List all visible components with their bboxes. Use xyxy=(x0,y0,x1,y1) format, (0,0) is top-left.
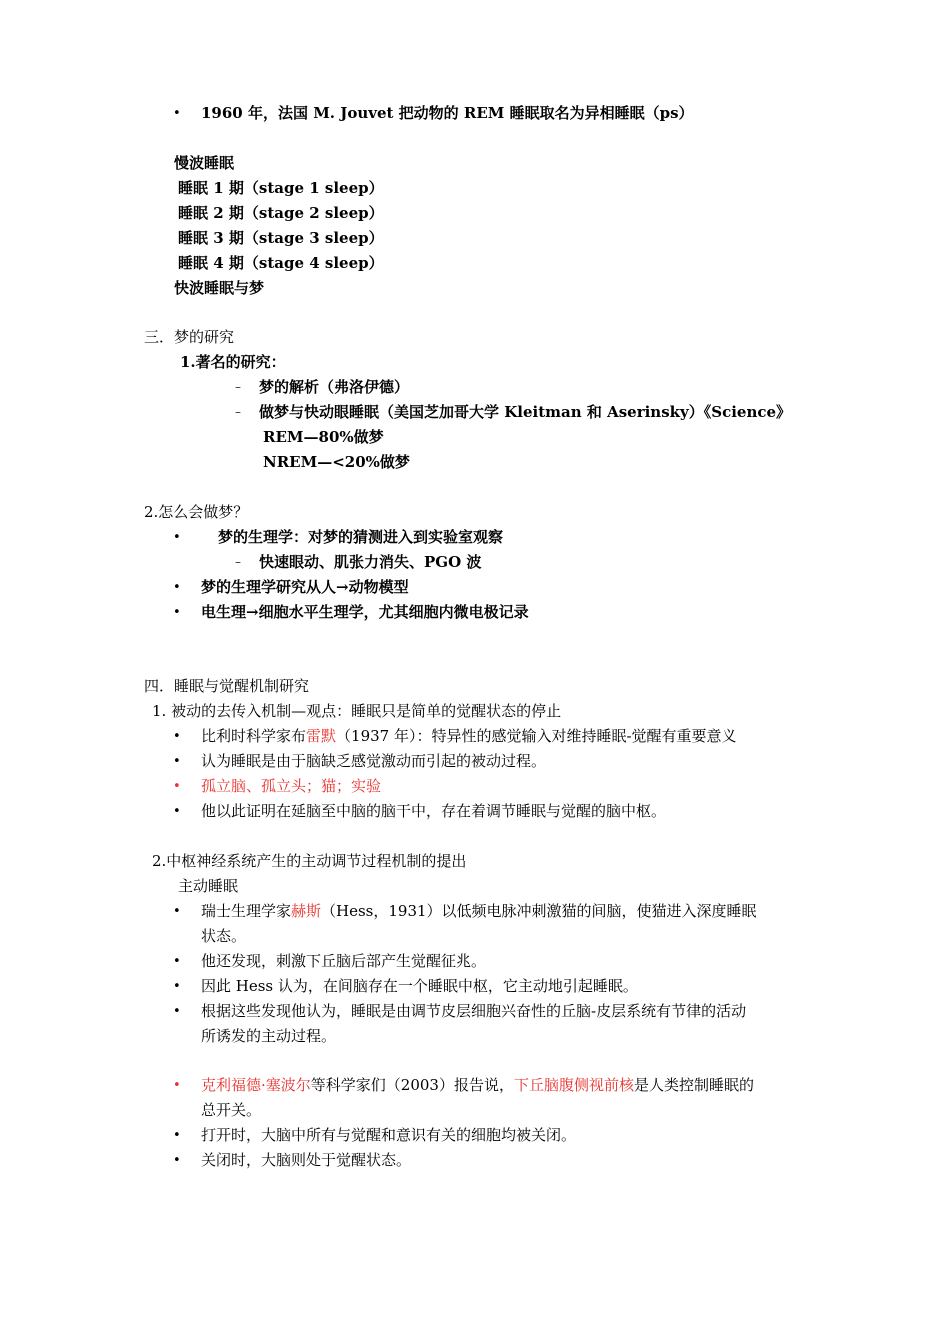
bullet-icon: • xyxy=(173,979,181,994)
rem-research-item: 做梦与快动眼睡眠（美国芝加哥大学 Kleitman 和 Aserinsky）《Science》 xyxy=(259,403,792,421)
saper-bullet xyxy=(201,1073,754,1098)
dream-physiology-bullet: 梦的生理学：对梦的猜测进入到实验室观察 xyxy=(218,528,504,546)
hess-bullet xyxy=(201,899,757,924)
bremer-bullet xyxy=(201,724,737,749)
rem-percentage: REM—80%做梦 xyxy=(263,428,384,446)
bullet-icon: • xyxy=(173,754,181,769)
hess-bullet-continued: 状态。 xyxy=(201,927,247,945)
bullet-icon: • xyxy=(173,954,181,969)
saper-text-post: 是人类控制睡眠的 xyxy=(633,1076,754,1094)
bullet-icon: • xyxy=(173,904,181,919)
bullet-icon: • xyxy=(173,1128,181,1143)
section-3-heading: 三．梦的研究 xyxy=(144,328,235,346)
fast-wave-heading: 快波睡眠与梦 xyxy=(174,279,265,297)
bullet-icon: • xyxy=(173,1004,181,1019)
brainstem-center-bullet: 他以此证明在延脑至中脑的脑干中，存在着调节睡眠与觉醒的脑中枢。 xyxy=(201,802,667,820)
hess-text-post: （Hess，1931）以低频电脉冲刺激猫的间脑，使猫进入深度睡眠 xyxy=(321,902,757,920)
thalamocortical-bullet-continued: 所诱发的主动过程。 xyxy=(201,1027,337,1045)
bullet-icon: • xyxy=(173,1078,181,1093)
active-sleep-label: 主动睡眠 xyxy=(178,877,239,895)
slow-wave-heading: 慢波睡眠 xyxy=(174,154,235,172)
electrophysiology-bullet: 电生理→细胞水平生理学，尤其细胞内微电极记录 xyxy=(201,603,529,621)
passive-mechanism-heading: 1. 被动的去传入机制—观点：睡眠只是简单的觉醒状态的停止 xyxy=(152,702,562,720)
bremer-text-post: （1937 年）：特异性的感觉输入对维持睡眠-觉醒有重要意义 xyxy=(336,727,737,745)
thalamocortical-bullet: 根据这些发现他认为，睡眠是由调节皮层细胞兴奋性的丘脑-皮层系统有节律的活动 xyxy=(201,1002,747,1020)
active-mechanism-heading: 2.中枢神经系统产生的主动调节过程机制的提出 xyxy=(152,852,467,870)
bullet-icon: • xyxy=(173,530,181,545)
bullet-icon: • xyxy=(173,580,181,595)
rem-features-item: 快速眼动、肌张力消失、PGO 波 xyxy=(259,553,482,571)
dream-interpretation-item: 梦的解析（弗洛伊德） xyxy=(259,378,410,396)
jouvet-line: 1960 年，法国 M. Jouvet 把动物的 REM 睡眠取名为异相睡眠（ps） xyxy=(201,104,694,122)
stage-3-item: 睡眠 3 期（stage 3 sleep） xyxy=(178,229,384,247)
dash-icon: – xyxy=(235,380,241,394)
isolated-brain-bullet: 孤立脑、孤立头；猫；实验 xyxy=(201,777,382,795)
bremer-name: 雷默 xyxy=(306,727,337,745)
bullet-icon: • xyxy=(173,804,181,819)
section-4-heading: 四．睡眠与觉醒机制研究 xyxy=(144,677,310,695)
bremer-text-pre: 比利时科学家布 xyxy=(201,727,307,745)
why-dream-heading: 2.怎么会做梦？ xyxy=(144,503,249,521)
bullet-icon: • xyxy=(173,779,181,794)
switch-off-bullet: 关闭时，大脑则处于觉醒状态。 xyxy=(201,1151,412,1169)
passive-process-bullet: 认为睡眠是由于脑缺乏感觉激动而引起的被动过程。 xyxy=(201,752,547,770)
stage-2-item: 睡眠 2 期（stage 2 sleep） xyxy=(178,204,384,222)
saper-text-mid: 等科学家们（2003）报告说， xyxy=(310,1076,514,1094)
saper-bullet-continued: 总开关。 xyxy=(201,1101,262,1119)
sleep-center-bullet: 因此 Hess 认为，在间脑存在一个睡眠中枢，它主动地引起睡眠。 xyxy=(201,977,638,995)
saper-name: 克利福德·塞波尔 xyxy=(201,1076,311,1094)
hypothalamus-arousal-bullet: 他还发现，刺激下丘脑后部产生觉醒征兆。 xyxy=(201,952,487,970)
nrem-percentage: NREM—<20%做梦 xyxy=(263,453,410,471)
hess-name: 赫斯 xyxy=(291,902,322,920)
bullet-icon: • xyxy=(173,1153,181,1168)
switch-on-bullet: 打开时，大脑中所有与觉醒和意识有关的细胞均被关闭。 xyxy=(201,1126,577,1144)
dash-icon: – xyxy=(235,555,241,569)
bullet-icon: • xyxy=(173,106,181,121)
bullet-icon: • xyxy=(173,729,181,744)
hess-text-pre: 瑞士生理学家 xyxy=(201,902,292,920)
dash-icon: – xyxy=(235,405,241,419)
vlpo-name: 下丘脑腹侧视前核 xyxy=(513,1076,634,1094)
stage-1-item: 睡眠 1 期（stage 1 sleep） xyxy=(178,179,384,197)
stage-4-item: 睡眠 4 期（stage 4 sleep） xyxy=(178,254,384,272)
famous-studies-heading: 1.著名的研究： xyxy=(180,353,286,371)
animal-model-bullet: 梦的生理学研究从人→动物模型 xyxy=(201,578,409,596)
bullet-icon: • xyxy=(173,605,181,620)
